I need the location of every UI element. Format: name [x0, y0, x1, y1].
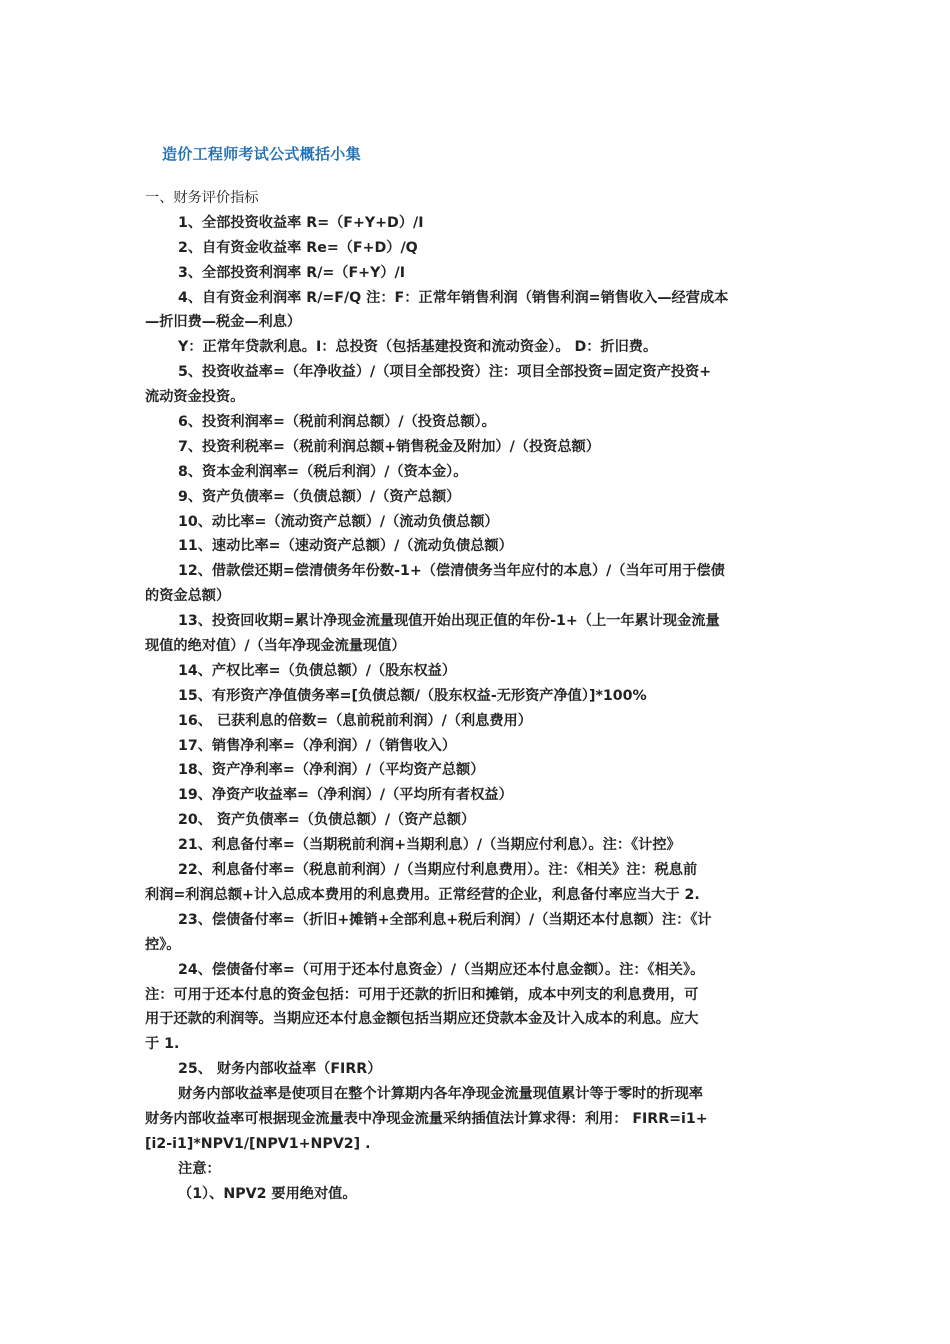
document-title: 造价工程师考试公式概括小集: [162, 145, 361, 163]
text-line: 23、偿债备付率=（折旧+摊销+全部利息+税后利润）/（当期还本付息额）注：《计: [178, 911, 712, 928]
text-line: 现值的绝对值）/（当年净现金流量现值）: [145, 638, 406, 655]
text-line: 9、资产负债率=（负债总额）/（资产总额）: [178, 488, 461, 505]
text-line: 8、资本金利润率=（税后利润）/（资本金）。: [178, 463, 468, 480]
text-line: 14、产权比率=（负债总额）/（股东权益）: [178, 662, 457, 679]
section-heading: 一、财务评价指标: [145, 190, 259, 206]
text-line: 7、投资利税率=（税前利润总额+销售税金及附加）/（投资总额）: [178, 438, 600, 455]
text-line: 13、投资回收期=累计净现金流量现值开始出现正值的年份-1+（上一年累计现金流量: [178, 613, 720, 630]
text-line: 利润=利润总额+计入总成本费用的利息费用。正常经营的企业，利息备付率应当大于 2.: [145, 886, 700, 903]
text-line: 25、 财务内部收益率（FIRR）: [178, 1061, 382, 1078]
text-line: 流动资金投资。: [145, 389, 245, 406]
text-line: 19、净资产收益率=（净利润）/（平均所有者权益）: [178, 787, 513, 804]
text-line: 10、动比率=（流动资产总额）/（流动负债总额）: [178, 513, 499, 530]
text-line: 5、投资收益率=（年净收益）/（项目全部投资）注：项目全部投资=固定资产投资+: [178, 364, 712, 381]
text-line: 1、全部投资收益率 R=（F+Y+D）/I: [178, 214, 424, 231]
text-line: 22、利息备付率=（税息前利润）/（当期应付利息费用）。注：《相关》注：税息前: [178, 862, 698, 879]
text-line: Y：正常年贷款利息。I：总投资（包括基建投资和流动资金）。 D：折旧费。: [178, 339, 658, 356]
text-line: 21、利息备付率=（当期税前利润+当期利息）/（当期应付利息）。注：《计控》: [178, 837, 681, 854]
text-line: 2、自有资金收益率 Re=（F+D）/Q: [178, 239, 418, 256]
text-line: 16、 已获利息的倍数=（息前税前利润）/（利息费用）: [178, 712, 532, 729]
text-line: —折旧费—税金—利息）: [145, 314, 302, 331]
text-line: 3、全部投资利润率 R/=（F+Y）/I: [178, 264, 405, 281]
formula-list: [145, 211, 813, 1207]
text-line: 于 1.: [145, 1036, 180, 1053]
text-line: 注意：: [178, 1160, 221, 1177]
text-line: 控》。: [145, 936, 181, 953]
text-line: 财务内部收益率是使项目在整个计算期内各年净现金流量现值累计等于零时的折现率: [178, 1086, 703, 1103]
text-line: 注：可用于还本付息的资金包括：可用于还款的折旧和摊销，成本中列支的利息费用，可: [145, 986, 699, 1003]
document-body: [145, 186, 813, 1207]
text-line: 20、 资产负债率=（负债总额）/（资产总额）: [178, 812, 476, 829]
text-line: 15、有形资产净值债务率=[负债总额/（股东权益-无形资产净值）]*100%: [178, 687, 647, 704]
text-line: [i2-i1]*NPV1/[NPV1+NPV2] .: [145, 1135, 371, 1152]
text-line: 财务内部收益率可根据现金流量表中净现金流量采纳插值法计算求得：利用： FIRR=i1+: [145, 1110, 708, 1127]
text-line: 6、投资利润率=（税前利润总额）/（投资总额）。: [178, 414, 496, 431]
text-line: 18、资产净利率=（净利润）/（平均资产总额）: [178, 762, 485, 779]
text-line: 17、销售净利率=（净利润）/（销售收入）: [178, 737, 457, 754]
text-line: 的资金总额）: [145, 588, 231, 605]
text-line: （1）、NPV2 要用绝对值。: [178, 1185, 357, 1202]
text-line: 4、自有资金利润率 R/=F/Q 注：F：正常年销售利润（销售利润=销售收入—经营成本: [178, 289, 729, 306]
text-line: 24、偿债备付率=（可用于还本付息资金）/（当期应还本付息金额）。注：《相关》。: [178, 961, 705, 978]
text-line: 12、借款偿还期=偿清债务年份数-1+（偿清债务当年应付的本息）/（当年可用于偿债: [178, 563, 725, 580]
text-line: 11、速动比率=（速动资产总额）/（流动负债总额）: [178, 538, 513, 555]
text-line: 用于还款的利润等。当期应还本付息金额包括当期应还贷款本金及计入成本的利息。应大: [145, 1011, 699, 1028]
